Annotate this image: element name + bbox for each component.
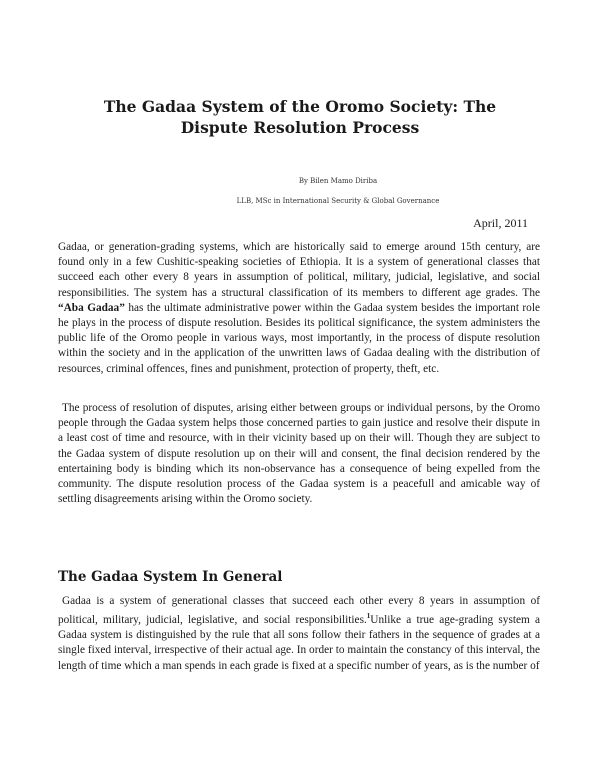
document-date: April, 2011 xyxy=(473,216,528,230)
paragraph-text: Gadaa, or generation-grading systems, which are historically said to emerge around 15th century, are found only in a few Cushitic-speaking societies of Ethiopia. It is a system of generational classes that succeed each other every 8 years in assumption of political, military, judicial, legislative, and social responsibilities. The system has a structural classification of its members to different age grades. The xyxy=(58,241,540,299)
paragraph-text: has the ultimate administrative power within the Gadaa system besides the important role he plays in the process of dispute resolution. Besides its political significance, the system administers the public life of the Oromo people in various ways, most importantly, in the process of dispute resolution within the society and in the application of the unwritten laws of Gadaa dealing with the distribution of resources, criminal offences, fines and punishment, protection of property, theft, etc. xyxy=(58,301,540,375)
footnote-marker[interactable]: 1 xyxy=(366,612,371,621)
document-title: The Gadaa System of the Oromo Society: The Dispute Resolution Process xyxy=(103,97,497,137)
section-heading: The Gadaa System In General xyxy=(58,569,283,585)
bold-term: “Aba Gadaa” xyxy=(58,301,125,314)
paragraph-general xyxy=(58,594,540,674)
paragraph-text: Gadaa is a system of generational classes that succeed each other every 8 years in assumption of political, military, judicial, legislative, and social responsibilities. xyxy=(58,595,540,626)
paragraph-text: Unlike a true age-grading system a Gadaa system is distinguished by the rule that all sons follow their fathers in the sequence of grades at a single fixed interval, irrespective of their actual age. In order to maintain the constancy of this interval, the length of time which a man spends in each grade is fixed at a specific number of years, as is the number of xyxy=(58,613,540,672)
paragraph-intro xyxy=(58,240,540,377)
author-degree: LLB, MSc in International Security & Global Governance xyxy=(236,197,440,205)
author-line: By Bilen Mamo Diriba xyxy=(298,177,378,185)
paragraph-dispute-resolution: The process of resolution of disputes, arising either between groups or individual persons, by the Oromo people through the Gadaa system helps those concerned parties to gain justice and resolve their dispute in a least cost of time and resource, with in their vicinity based up on their will. Though they are subject to the Gadaa system of dispute resolution up on their will and consent, the final decision rendered by the entertaining body is binding which its non-observance has a consequence of being expelled from the community. The dispute resolution process of the Gadaa system is a peacefull and amicable way of settling disagreements arising within the Oromo society. xyxy=(58,402,540,506)
